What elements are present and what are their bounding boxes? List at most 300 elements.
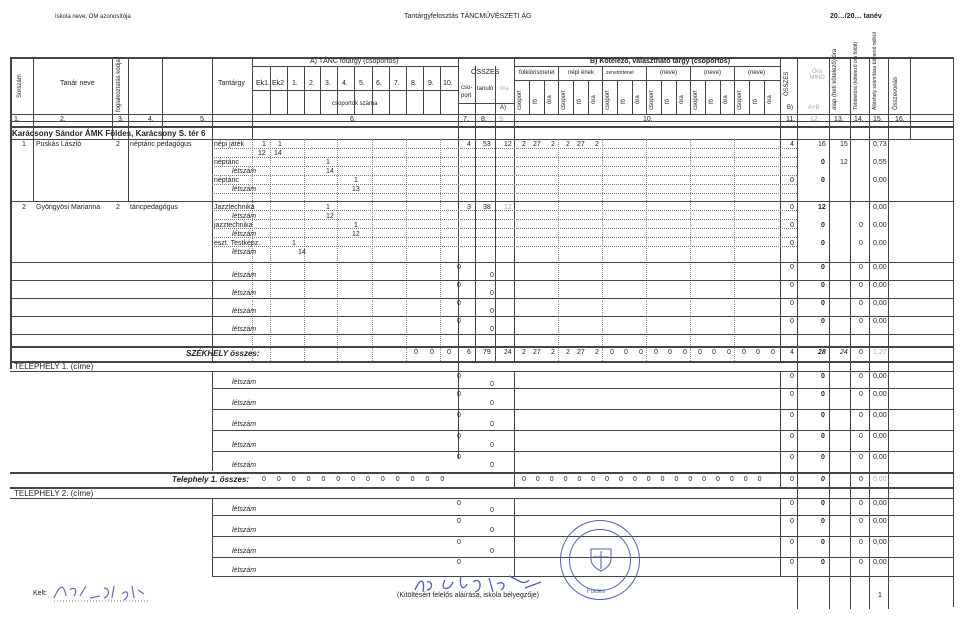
tp1z-9: 0 — [380, 476, 385, 483]
empty-row-2-d: 0 — [821, 282, 825, 289]
colnum-6: 6. — [350, 116, 356, 123]
colnum-1: 1. — [14, 116, 20, 123]
t2-tanulo: 38 — [483, 204, 491, 211]
col-a-4: 4. — [342, 80, 348, 87]
t2-row3-val: 1 — [354, 222, 358, 229]
empty-row-3-e: 0 — [859, 300, 863, 307]
page-number: 1 — [878, 592, 882, 599]
tp2-row3-d: 0 — [821, 539, 825, 546]
col-a-7: 7. — [394, 80, 400, 87]
tp2-row1-d: 0 — [821, 500, 825, 507]
empty-row-4-c: 0 — [790, 318, 794, 325]
b-subject-3: zenetörténet — [606, 70, 634, 76]
date-handwriting-icon — [52, 580, 152, 604]
empty-row-1-d: 0 — [821, 264, 825, 271]
empty-row-1-a: 0 — [457, 264, 461, 271]
t1-row5-val: 1 — [354, 177, 358, 184]
tp1-row5-d: 0 — [821, 454, 825, 461]
szekhely-zene-c: 27 — [577, 349, 585, 356]
tp2-row1-a: 0 — [457, 500, 461, 507]
year-prefix: 20 — [830, 13, 838, 20]
colnum-4: 4. — [148, 116, 154, 123]
page-title: Tantárgyfelosztás TÁNCMŰVÉSZETI ÁG — [404, 13, 532, 20]
tp2-row1-f: 0,00 — [873, 500, 887, 507]
szekhely-b-4: 0 — [654, 349, 658, 356]
col-tantargy: Tantárgy — [218, 80, 245, 87]
tp1zb-10: 0 — [646, 476, 651, 483]
empty-row-4-b: 0 — [490, 326, 494, 333]
teacher-2-name: Gyöngyösi Marianna — [36, 204, 101, 211]
telephely-1-zeros-b — [522, 476, 782, 483]
szekhely-b-7: 0 — [698, 349, 702, 356]
b3-fo: fő — [621, 98, 627, 104]
t1-row1-a: 1 — [262, 141, 266, 148]
teacher-2-no: 2 — [22, 204, 26, 211]
t2-ora: 12 — [504, 204, 512, 211]
t1-tanulo: 53 — [483, 141, 491, 148]
telephely-1-zeros-a — [262, 476, 512, 483]
tp1-row1-letszam: létszám — [232, 379, 257, 386]
t1-zene-f: 2 — [595, 141, 599, 148]
t1-r2-allashely: 0,55 — [873, 159, 887, 166]
csoportok-szama-label: csoportok száma — [332, 101, 378, 107]
tp1zb-13: 0 — [688, 476, 693, 483]
col-a-9: 9. — [428, 80, 434, 87]
tp1-row2-b: 0 — [490, 400, 494, 407]
tp1z-10: 0 — [395, 476, 400, 483]
b2-ora: óra — [591, 95, 597, 104]
osszevonas-label: Összevonás — [893, 76, 899, 110]
t2-row4-subject: létszám — [232, 231, 257, 238]
tp1-row5-f: 0,00 — [873, 454, 887, 461]
empty-row-4-e: 0 — [859, 318, 863, 325]
szekhely-b-3: 0 — [639, 349, 643, 356]
t1-r3-b: 0 — [790, 177, 794, 184]
colnum-10: 10. — [643, 116, 653, 123]
empty-row-1-f: 0,00 — [873, 264, 887, 271]
tp1-row1-c: 0 — [790, 373, 794, 380]
col-a-2: 2. — [309, 80, 315, 87]
tp1-row3-c: 0 — [790, 412, 794, 419]
tp1zb-3: 0 — [549, 476, 554, 483]
t2-row4-val: 12 — [352, 231, 360, 238]
empty-row-1-letszam: létszám — [232, 272, 257, 279]
szekhely-zene-f: 2 — [595, 349, 599, 356]
a-sum-label: A) — [500, 105, 506, 111]
tp1z-2: 0 — [276, 476, 281, 483]
year-label: 20…/20… tanév — [830, 13, 882, 20]
tp1-row5-c: 0 — [790, 454, 794, 461]
szekhely-b-2: 0 — [624, 349, 628, 356]
tp2-row4-d: 0 — [821, 559, 825, 566]
col-a-8: 8. — [411, 80, 417, 87]
tp2-row1-e: 0 — [859, 500, 863, 507]
tp2-row2-b: 0 — [490, 527, 494, 534]
teacher-1-role: néptánc pedagógus — [130, 141, 192, 148]
t1-row1-subject: népi játék — [214, 141, 244, 148]
teacher-1-no: 1 — [22, 141, 26, 148]
tp1-row5-letszam: létszám — [232, 462, 257, 469]
tp1zb-1: 0 — [522, 476, 526, 483]
tp1zb-6: 0 — [591, 476, 596, 483]
tp1zb-9: 0 — [632, 476, 637, 483]
t1-folk-c: 2 — [522, 141, 526, 148]
tp1z-4: 0 — [306, 476, 311, 483]
colnum-9: 9. — [499, 116, 505, 123]
tp1-row3-letszam: létszám — [232, 421, 257, 428]
tp1zb-11: 0 — [660, 476, 665, 483]
szekhely-tanulo: 79 — [483, 349, 491, 356]
kelt-label: Kelt: — [33, 590, 48, 597]
t2-r3-allashely: 0,00 — [873, 222, 887, 229]
t1-r3-allashely: 0,00 — [873, 177, 887, 184]
szekhely-b-6: 0 — [683, 349, 687, 356]
tp2-row3-f: 0,00 — [873, 539, 887, 546]
teacher-1-name: Puskás László — [36, 141, 82, 148]
col-ek1: Ek1. — [256, 80, 271, 87]
t1-r3-mind: 0 — [821, 177, 825, 184]
empty-row-4-f: 0,00 — [873, 318, 887, 325]
b-subject-5: (neve) — [704, 70, 722, 76]
stamp-crest-icon — [587, 545, 615, 573]
col-a-10: 10. — [443, 80, 453, 87]
colnum-11: 11. — [786, 116, 796, 123]
szekhely-b-11: 0 — [756, 349, 760, 356]
szekhely-folk-c: 2 — [522, 349, 526, 356]
empty-row-2-a: 0 — [457, 282, 461, 289]
t2-row5-subject: eszt. Testképz. — [214, 240, 261, 247]
t2-r5-b: 0 — [790, 240, 794, 247]
t1-nepi-f: 2 — [566, 141, 570, 148]
tp1-row3-d: 0 — [821, 412, 825, 419]
tp2-row3-b: 0 — [490, 548, 494, 555]
tp1-row3-b: 0 — [490, 421, 494, 428]
t2-mind: 12 — [818, 204, 826, 211]
tp1z-8: 0 — [366, 476, 370, 483]
empty-row-1-e: 0 — [859, 264, 863, 271]
tobbletora-label: Többletóra (kötelező óra fölött) — [853, 41, 859, 110]
tp1-row4-e: 0 — [859, 433, 863, 440]
t1-folk-f: 27 — [533, 141, 541, 148]
year-suffix: tanév — [863, 13, 882, 20]
telephely-1-total-label: Telephely 1. összes: — [172, 475, 250, 484]
szekhely-a9: 0 — [430, 349, 434, 356]
t2-r5-allashely: 0,00 — [873, 240, 887, 247]
tp2-row4-c: 0 — [790, 559, 794, 566]
colnum-8: 8. — [481, 116, 487, 123]
tp2-row2-a: 0 — [457, 518, 461, 525]
szekhely-mind: 28 — [818, 349, 826, 356]
tp1zb-15: 0 — [716, 476, 720, 483]
empty-row-3-f: 0,00 — [873, 300, 887, 307]
b6-csoport: csoport — [737, 90, 743, 110]
tp2-row4-f: 0,00 — [873, 559, 887, 566]
tp1-row1-e: 0 — [859, 373, 863, 380]
tp2-row2-c: 0 — [790, 518, 794, 525]
col-a-5: 5. — [359, 80, 365, 87]
empty-row-2-e: 0 — [859, 282, 863, 289]
colnum-2: 2. — [60, 116, 66, 123]
tp2-row2-f: 0,00 — [873, 518, 887, 525]
b5-fo: fő — [709, 98, 715, 104]
t1-zene-c: 27 — [577, 141, 585, 148]
szekhely-b-12: 0 — [771, 349, 775, 356]
osszes-a-label: ÖSSZES — [471, 69, 500, 76]
tp1-row3-e: 0 — [859, 412, 863, 419]
tp1-row2-letszam: létszám — [232, 400, 257, 407]
colnum-13: 13. — [834, 116, 844, 123]
t1-row2-b: 14 — [274, 150, 282, 157]
tp1zb-18: 0 — [757, 476, 762, 483]
b3-ora: óra — [635, 95, 641, 104]
tp2-row2-letszam: létszám — [232, 527, 257, 534]
colnum-3: 3. — [118, 116, 124, 123]
stamp-text: Földes — [587, 589, 606, 595]
b1-fo: fő — [533, 98, 539, 104]
t2-row6-subject: létszám — [232, 249, 257, 256]
szekhely-b-10: 0 — [742, 349, 746, 356]
tp1-row2-a: 0 — [457, 391, 461, 398]
b-subject-2: népi ének — [568, 70, 595, 76]
empty-row-4-d: 0 — [821, 318, 825, 325]
t1-row2-a: 12 — [258, 150, 266, 157]
tp1-row2-e: 0 — [859, 391, 863, 398]
tp2-row1-letszam: létszám — [232, 506, 257, 513]
b4-ora: óra — [679, 95, 685, 104]
szekhely-a10: 0 — [447, 349, 451, 356]
tp2-row3-a: 0 — [457, 539, 461, 546]
t1-row4-subject: létszám — [232, 168, 257, 175]
alap-label: alap (heti kötelező) óra — [832, 48, 838, 110]
tp2-row2-e: 0 — [859, 518, 863, 525]
szekhely-b-8: 0 — [712, 349, 716, 356]
tp1z-5: 0 — [321, 476, 326, 483]
tp1zb-12: 0 — [674, 476, 679, 483]
school-stamp — [560, 520, 640, 600]
tp1-row2-f: 0,00 — [873, 391, 887, 398]
col-sorszam: Sorszám — [17, 74, 23, 98]
tp1-row3-a: 0 — [457, 412, 461, 419]
empty-row-3-d: 0 — [821, 300, 825, 307]
szekhely-csop: 6 — [467, 349, 471, 356]
t1-row6-val: 13 — [352, 186, 360, 193]
ora-label: óra — [500, 86, 509, 92]
t1-r2-mind: 0 — [821, 159, 825, 166]
empty-row-2-b: 0 — [490, 290, 494, 297]
b2-csoport: csoport — [561, 90, 567, 110]
t1-row6-subject: létszám — [232, 186, 257, 193]
tp1-row4-a: 0 — [457, 433, 461, 440]
colnum-15: 15. — [873, 116, 883, 123]
t1-nepi-c: 2 — [551, 141, 555, 148]
szekhely-a8: 0 — [414, 349, 418, 356]
tp1z-3: 0 — [291, 476, 296, 483]
tp1zb-16: 0 — [729, 476, 734, 483]
szekhely-alap: 24 — [840, 349, 848, 356]
szekhely-nepi-c: 2 — [551, 349, 555, 356]
b5-ora: óra — [723, 95, 729, 104]
tp1zb-17: 0 — [743, 476, 748, 483]
tp1-total-b: 0 — [790, 476, 794, 483]
b4-fo: fő — [665, 98, 671, 104]
b2-fo: fő — [577, 98, 583, 104]
t2-r5-mind: 0 — [821, 240, 825, 247]
tp1z-6: 0 — [336, 476, 341, 483]
t2-row1-subject: Jazztechnika — [214, 204, 255, 211]
empty-row-3-letszam: létszám — [232, 308, 257, 315]
t2-row2-subject: létszám — [232, 213, 257, 220]
teacher-2-code: 2 — [116, 204, 120, 211]
tp1-row2-c: 0 — [790, 391, 794, 398]
szekhely-folk-f: 27 — [533, 349, 541, 356]
col-a-1: 1. — [292, 80, 298, 87]
t2-r3-b: 0 — [790, 222, 794, 229]
t1-row3-val: 1 — [326, 159, 330, 166]
tp1-row1-f: 0,00 — [873, 373, 887, 380]
tp1zb-8: 0 — [619, 476, 623, 483]
t1-row3-subject: néptánc — [214, 159, 239, 166]
empty-row-3-a: 0 — [457, 300, 461, 307]
tp1-row5-b: 0 — [490, 462, 494, 469]
b6-fo: fő — [753, 98, 759, 104]
tp2-row3-letszam: létszám — [232, 548, 257, 555]
empty-row-2-f: 0,00 — [873, 282, 887, 289]
tp1-total-tobb: 0 — [859, 476, 863, 483]
t2-b: 0 — [790, 204, 794, 211]
empty-row-4-letszam: létszám — [232, 326, 257, 333]
tp1-row5-a: 0 — [457, 454, 461, 461]
szekhely-tobb: 0 — [859, 349, 863, 356]
b5-csoport: csoport — [693, 90, 699, 110]
t2-row2-val: 12 — [326, 213, 334, 220]
allashely-label: Álláshely számítása túlmenő nélkül — [872, 32, 878, 110]
t1-ora: 12 — [504, 141, 512, 148]
b-subject-1: folklórismeret — [519, 70, 555, 76]
tp1z-11: 0 — [410, 476, 415, 483]
tanulo-label: tanuló — [477, 86, 494, 92]
empty-row-2-letszam: létszám — [232, 290, 257, 297]
t2-allashely: 0,00 — [873, 204, 887, 211]
empty-row-3-c: 0 — [790, 300, 794, 307]
tp1-row1-a: 0 — [457, 373, 461, 380]
group-a-title: A) TÁNC főtárgy (csoportos) — [310, 58, 399, 65]
tp1-row1-b: 0 — [490, 381, 494, 388]
col-a-6: 6. — [376, 80, 382, 87]
tp2-row1-b: 0 — [490, 507, 494, 514]
t2-row3-subject: jazztechnika — [214, 222, 253, 229]
tp1zb-2: 0 — [535, 476, 540, 483]
szekhely-b-5: 0 — [668, 349, 672, 356]
szekhely-total-label: SZÉKHELY összes: — [186, 349, 260, 358]
tp1z-13: 0 — [440, 476, 445, 483]
empty-row-1-b: 0 — [490, 272, 494, 279]
school-address: Karácsony Sándor ÁMK Földes, Karácsony S. tér 6 — [12, 129, 206, 138]
b-osszes-label: ÖSSZES — [784, 71, 790, 96]
b1-ora: óra — [547, 95, 553, 104]
t1-row4-val: 14 — [326, 168, 334, 175]
b6-ora: óra — [767, 95, 773, 104]
colnum-5: 5. — [200, 116, 206, 123]
t2-r5-tobb: 0 — [859, 240, 863, 247]
empty-row-4-a: 0 — [457, 318, 461, 325]
t1-r2-alap: 12 — [840, 159, 848, 166]
t2-r3-mind: 0 — [821, 222, 825, 229]
colnum-16: 16. — [895, 116, 905, 123]
tp2-row4-e: 0 — [859, 559, 863, 566]
tp2-row3-e: 0 — [859, 539, 863, 546]
telephely-1-title: TELEPHELY 1. (címe) — [14, 362, 94, 371]
tp1-row1-d: 0 — [821, 373, 825, 380]
t2-r3-tobb: 0 — [859, 222, 863, 229]
t2-csop: 3 — [467, 204, 471, 211]
t1-row5-subject: néptánc — [214, 177, 239, 184]
telephely-2-title: TELEPHELY 2. (címe) — [14, 489, 94, 498]
tp1zb-7: 0 — [605, 476, 610, 483]
t1-csop: 4 — [467, 141, 471, 148]
colnum-14: 14. — [854, 116, 864, 123]
ora-mind-label: Óra MIND — [809, 69, 825, 81]
tp1z-7: 0 — [351, 476, 356, 483]
szekhely-b: 4 — [790, 349, 794, 356]
empty-row-2-c: 0 — [790, 282, 794, 289]
t2-row6-val: 14 — [298, 249, 306, 256]
group-b-title: B) Kötelező, választható tárgy (csoportos) — [590, 58, 731, 65]
ab-label: A+B — [808, 105, 820, 111]
tp1-row3-f: 0,00 — [873, 412, 887, 419]
t1-row1-b: 1 — [278, 141, 282, 148]
tp1z-1: 0 — [262, 476, 266, 483]
tp2-row4-a: 0 — [457, 559, 461, 566]
tp2-row2-d: 0 — [821, 518, 825, 525]
t1-allashely: 0,73 — [873, 141, 887, 148]
col-tanar-neve: Tanár neve — [60, 80, 95, 87]
tp1-row4-c: 0 — [790, 433, 794, 440]
b1-csoport: csoport — [517, 90, 523, 110]
szekhely-b-1: 0 — [610, 349, 614, 356]
tp1zb-5: 0 — [577, 476, 582, 483]
b-sum-label: B) — [787, 105, 793, 111]
signature-caption: (Kitöltésért felelős aláírása, iskola bélyegzője) — [397, 592, 540, 599]
szekhely-allashely: 1,27 — [873, 349, 887, 356]
t2-row1-val: 1 — [326, 204, 330, 211]
col-ek2: Ek2 — [272, 80, 285, 87]
empty-row-3-b: 0 — [490, 308, 494, 315]
szekhely-ora: 24 — [504, 349, 512, 356]
empty-row-1-c: 0 — [790, 264, 794, 271]
col-a-3: 3. — [325, 80, 331, 87]
colnum-7: 7. — [463, 116, 469, 123]
colnum-12: 12. — [810, 116, 820, 123]
tp1-row4-f: 0,00 — [873, 433, 887, 440]
szekhely-b-9: 0 — [727, 349, 731, 356]
t1-mind: 16 — [818, 141, 826, 148]
tp1-row4-d: 0 — [821, 433, 825, 440]
col-foglalkoztatas: foglalkoztatás kódja* — [116, 56, 122, 112]
tp1zb-14: 0 — [702, 476, 707, 483]
tp1zb-4: 0 — [563, 476, 568, 483]
tp1-total-mind: 0 — [821, 476, 825, 483]
tp1z-12: 0 — [425, 476, 430, 483]
tp1-row4-b: 0 — [490, 442, 494, 449]
b-subject-4: (neve) — [660, 70, 678, 76]
teacher-2-role: táncpedagógus — [130, 204, 178, 211]
tp2-row1-c: 0 — [790, 500, 794, 507]
tp2-row4-letszam: létszám — [232, 567, 257, 574]
t2-row5-val: 1 — [292, 240, 296, 247]
tp1-total-all: 0,00 — [873, 476, 887, 483]
school-name-label: Iskola neve, OM azonosítója — [55, 14, 131, 20]
b4-csoport: csoport — [649, 90, 655, 110]
